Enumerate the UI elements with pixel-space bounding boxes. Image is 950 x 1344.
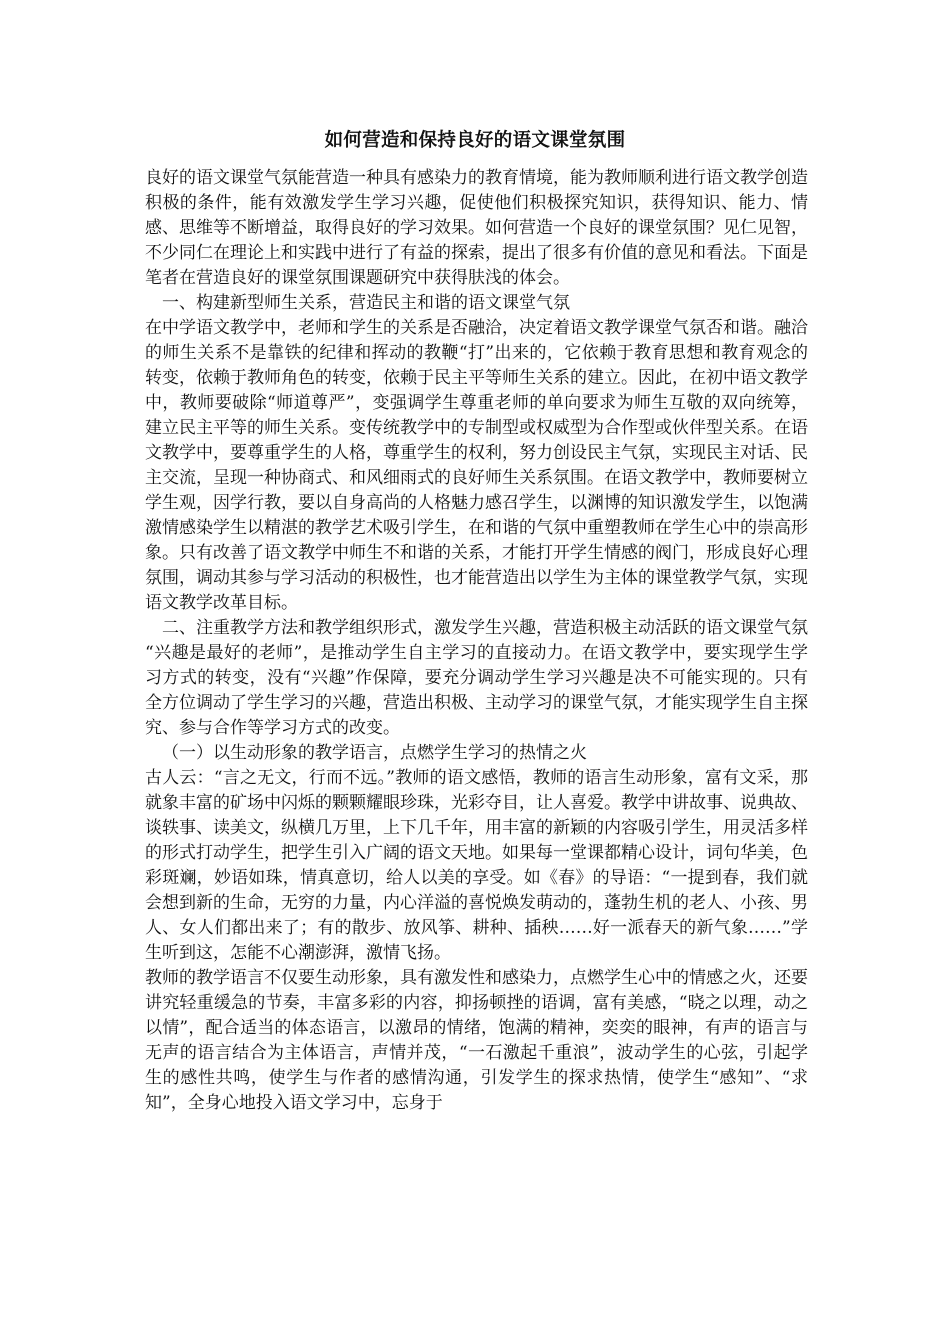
- subsection-heading-1: （一）以生动形象的教学语言，点燃学生学习的热情之火: [162, 743, 587, 763]
- document-body: [145, 166, 808, 1116]
- body-paragraph: “兴趣是最好的老师”，是推动学生自主学习的直接动力。在语文教学中，要实现学生学习方式的转变，没有“兴趣”作保障，要充分调动学生学习兴趣是决不可能实现的。只有全方位调动了学生学习的兴趣，营造出积极、主动学习的课堂气氛，才能实现学生自主探究、参与合作等学习方式的改变。: [145, 643, 808, 738]
- body-paragraph: 在中学语文教学中，老师和学生的关系是否融洽，决定着语文教学课堂气氛否和谐。融洽的师生关系不是靠铁的纪律和挥动的教鞭“打”出来的，它依赖于教育思想和教育观念的转变，依赖于教师角色的转变，依赖于民主平等师生关系的建立。因此，在初中语文教学中，教师要破除“师道尊严”，变强调学生尊重老师的单向要求为师生互敬的双向统筹，建立民主平等的师生关系。变传统教学中的专制型或权威型为合作型或伙伴型关系。在语文教学中，要尊重学生的人格，尊重学生的权利，努力创设民主气氛，实现民主对话、民主交流，呈现一种协商式、和风细雨式的良好师生关系氛围。在语文教学中，教师要树立学生观，因学行教，要以自身高尚的人格魅力感召学生，以渊博的知识激发学生，以饱满激情感染学生以精湛的教学艺术吸引学生，在和谐的气氛中重塑教师在学生心中的崇高形象。只有改善了语文教学中师生不和谐的关系，才能打开学生情感的阀门，形成良好心理氛围，调动其参与学习活动的积极性，也才能营造出以学生为主体的课堂教学气氛，实现语文教学改革目标。: [145, 318, 808, 613]
- intro-paragraph: 良好的语文课堂气氛能营造一种具有感染力的教育情境，能为教师顺利进行语文教学创造积极的条件，能有效激发学生学习兴趣，促使他们积极探究知识，获得知识、能力、情感、思维等不断增益，取得良好的学习效果。如何营造一个良好的课堂氛围？见仁见智，不少同仁在理论上和实践中进行了有益的探索，提出了很多有价值的意见和看法。下面是笔者在营造良好的课堂氛围课题研究中获得肤浅的体会。: [145, 168, 808, 288]
- body-paragraph: 古人云：“言之无文，行而不远。”教师的语文感悟，教师的语言生动形象，富有文采，那就象丰富的矿场中闪烁的颗颗耀眼珍珠，光彩夺目，让人喜爱。教学中讲故事、说典故、谈轶事、读美文，纵横几万里，上下几千年，用丰富的新颖的内容吸引学生，用灵活多样的形式打动学生，把学生引入广阔的语文天地。如果每一堂课都精心设计，词句华美，色彩斑斓，妙语如珠，情真意切，给人以美的享受。如《春》的导语：“一提到春，我们就会想到新的生命，无穷的力量，内心洋溢的喜悦焕发萌动的，蓬勃生机的老人、小孩、男人、女人们都出来了；有的散步、放风筝、耕种、插秧……好一派春天的新气象……”学生听到这，怎能不心潮澎湃，激情飞扬。: [145, 768, 808, 963]
- section-heading-2: 二、注重教学方法和教学组织形式，激发学生兴趣，营造积极主动活跃的语文课堂气氛: [162, 618, 808, 638]
- document-title: 如何营造和保持良好的语文课堂氛围: [324, 130, 626, 151]
- body-paragraph: 教师的教学语言不仅要生动形象，具有激发性和感染力，点燃学生心中的情感之火，还要讲究轻重缓急的节奏，丰富多彩的内容，抑扬顿挫的语调，富有美感，“晓之以理，动之以情”，配合适当的体态语言，以激昂的情绪，饱满的精神，奕奕的眼神，有声的语言与无声的语言结合为主体语言，声情并茂，“一石激起千重浪”，波动学生的心弦，引起学生的感性共鸣，使学生与作者的感情沟通，引发学生的探求热情，使学生“感知”、“求知”，全身心地投入语文学习中，忘身于: [145, 968, 808, 1113]
- section-heading-1: 一、构建新型师生关系，营造民主和谐的语文课堂气氛: [162, 293, 570, 313]
